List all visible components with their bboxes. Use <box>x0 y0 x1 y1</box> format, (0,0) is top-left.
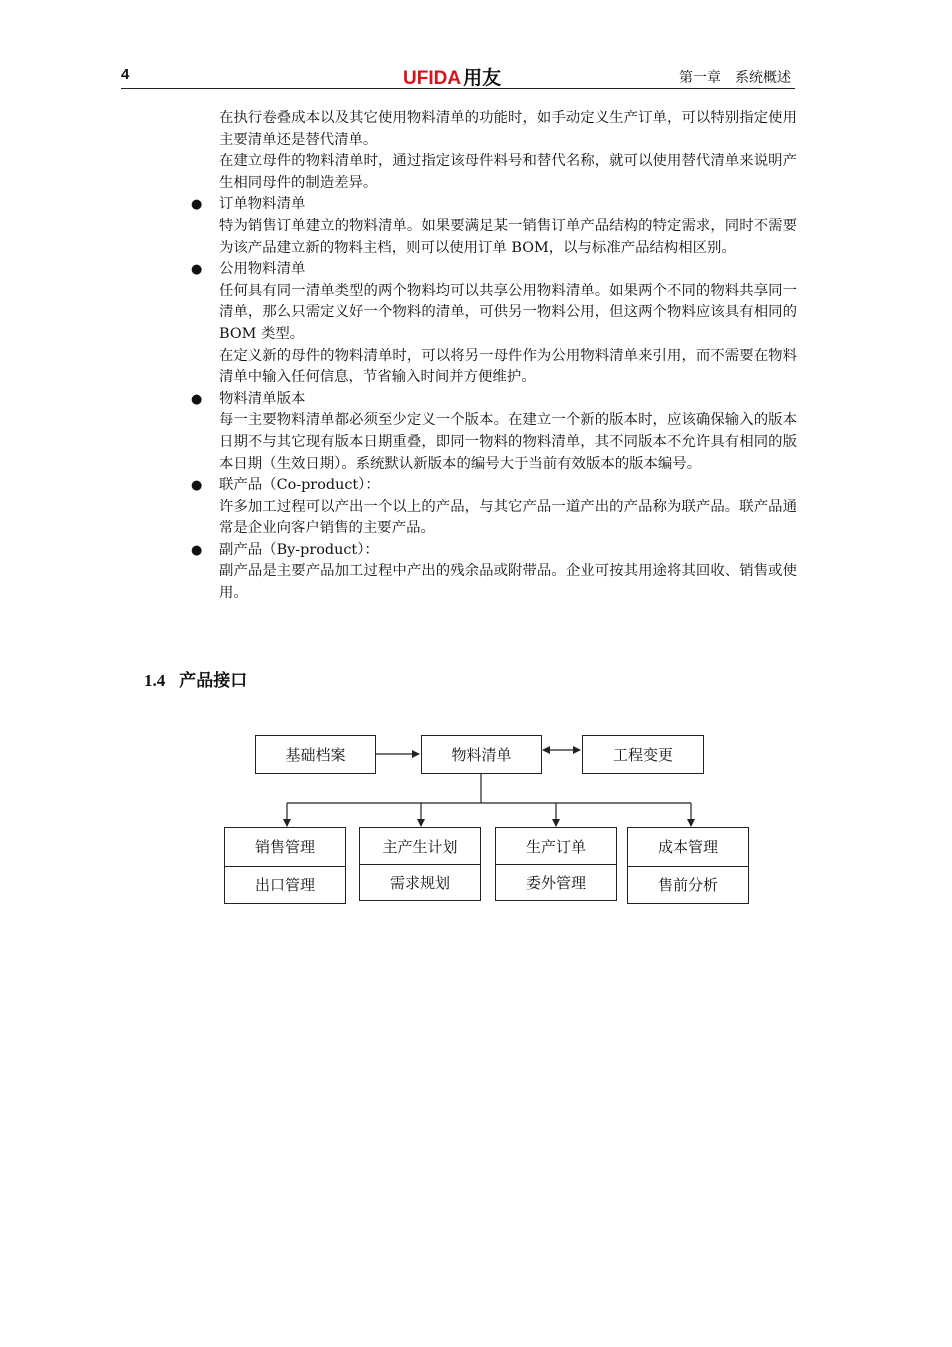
bullet-paragraph: 副产品是主要产品加工过程中产出的残余品或附带品。企业可按其用途将其回收、销售或使用。 <box>219 563 797 602</box>
intro-paragraph: 在执行卷叠成本以及其它使用物料清单的功能时，如手动定义生产订单，可以特别指定使用主要清单还是替代清单。 <box>219 110 797 148</box>
bullet-title: 联产品（Co-product）： <box>219 477 380 494</box>
target-bottom: 售前分析 <box>657 875 718 894</box>
intro-paragraph: 在建立母件的物料清单时，通过指定该母件料号和替代名称，就可以使用替代清单来说明产生相同母件的制造差异。 <box>219 153 797 191</box>
bullet-icon: ● <box>191 262 203 278</box>
bullet-icon: ● <box>191 478 203 494</box>
target-bottom: 委外管理 <box>525 873 586 892</box>
section-number: 1.4 <box>144 671 166 690</box>
target-box <box>359 827 481 901</box>
target-box <box>627 827 749 904</box>
bullet-title: 物料清单版本 <box>219 390 306 407</box>
bullet-icon: ● <box>191 197 203 213</box>
target-bottom: 出口管理 <box>254 875 315 894</box>
target-top: 销售管理 <box>225 828 345 867</box>
chapter-title: 第一章 系统概述 <box>679 70 791 86</box>
target-bottom: 需求规划 <box>389 873 450 892</box>
bullet-title: 公用物料清单 <box>219 261 306 278</box>
target-top: 生产订单 <box>496 828 616 865</box>
bullet-paragraph: 特为销售订单建立的物料清单。如果要满足某一销售订单产品结构的特定需求，同时不需要为该产品建立新的物料主档，则可以使用订单 BOM，以与标准产品结构相区别。 <box>219 217 797 256</box>
box-label: 物料清单 <box>451 746 512 764</box>
bullet-paragraph: 在定义新的母件的物料清单时，可以将另一母件作为公用物料清单来引用，而不需要在物料清单中输入任何信息，节省输入时间并方便维护。 <box>219 347 797 386</box>
target-box <box>495 827 617 901</box>
page-number: 4 <box>121 66 130 83</box>
bullet-paragraph: 任何具有同一清单类型的两个物料均可以共享公用物料清单。如果两个不同的物料共享同一清单，那么只需定义好一个物料的清单，可供另一物料公用，但这两个物料应该具有相同的 BOM 类型。 <box>219 282 797 342</box>
bullet-paragraph: 许多加工过程可以产出一个以上的产品，与其它产品一道产出的产品称为联产品。联产品通常是企业向客户销售的主要产品。 <box>219 498 797 537</box>
section-title: 产品接口 <box>179 671 248 691</box>
bullet-icon: ● <box>191 542 203 558</box>
box-right <box>582 735 704 774</box>
box-source <box>255 735 376 774</box>
box-label: 基础档案 <box>285 746 346 764</box>
target-box <box>224 827 346 904</box>
logo-latin: UFIDA <box>403 68 462 89</box>
target-top: 主产生计划 <box>360 828 480 865</box>
bullet-title: 订单物料清单 <box>219 196 306 213</box>
bullet-title: 副产品（By-product）： <box>219 541 379 558</box>
box-label: 工程变更 <box>612 746 673 764</box>
box-center <box>421 735 542 774</box>
bullet-icon: ● <box>191 391 203 407</box>
logo-cn: 用友 <box>463 67 502 89</box>
target-top: 成本管理 <box>628 828 748 867</box>
bullet-paragraph: 每一主要物料清单都必须至少定义一个版本。在建立一个新的版本时，应该确保输入的版本日期不与其它现有版本日期重叠，即同一物料的物料清单，其不同版本不允许具有相同的版本日期（生效日期）。系统默认新版本的编号大于当前有效版本的版本编号。 <box>219 412 797 472</box>
